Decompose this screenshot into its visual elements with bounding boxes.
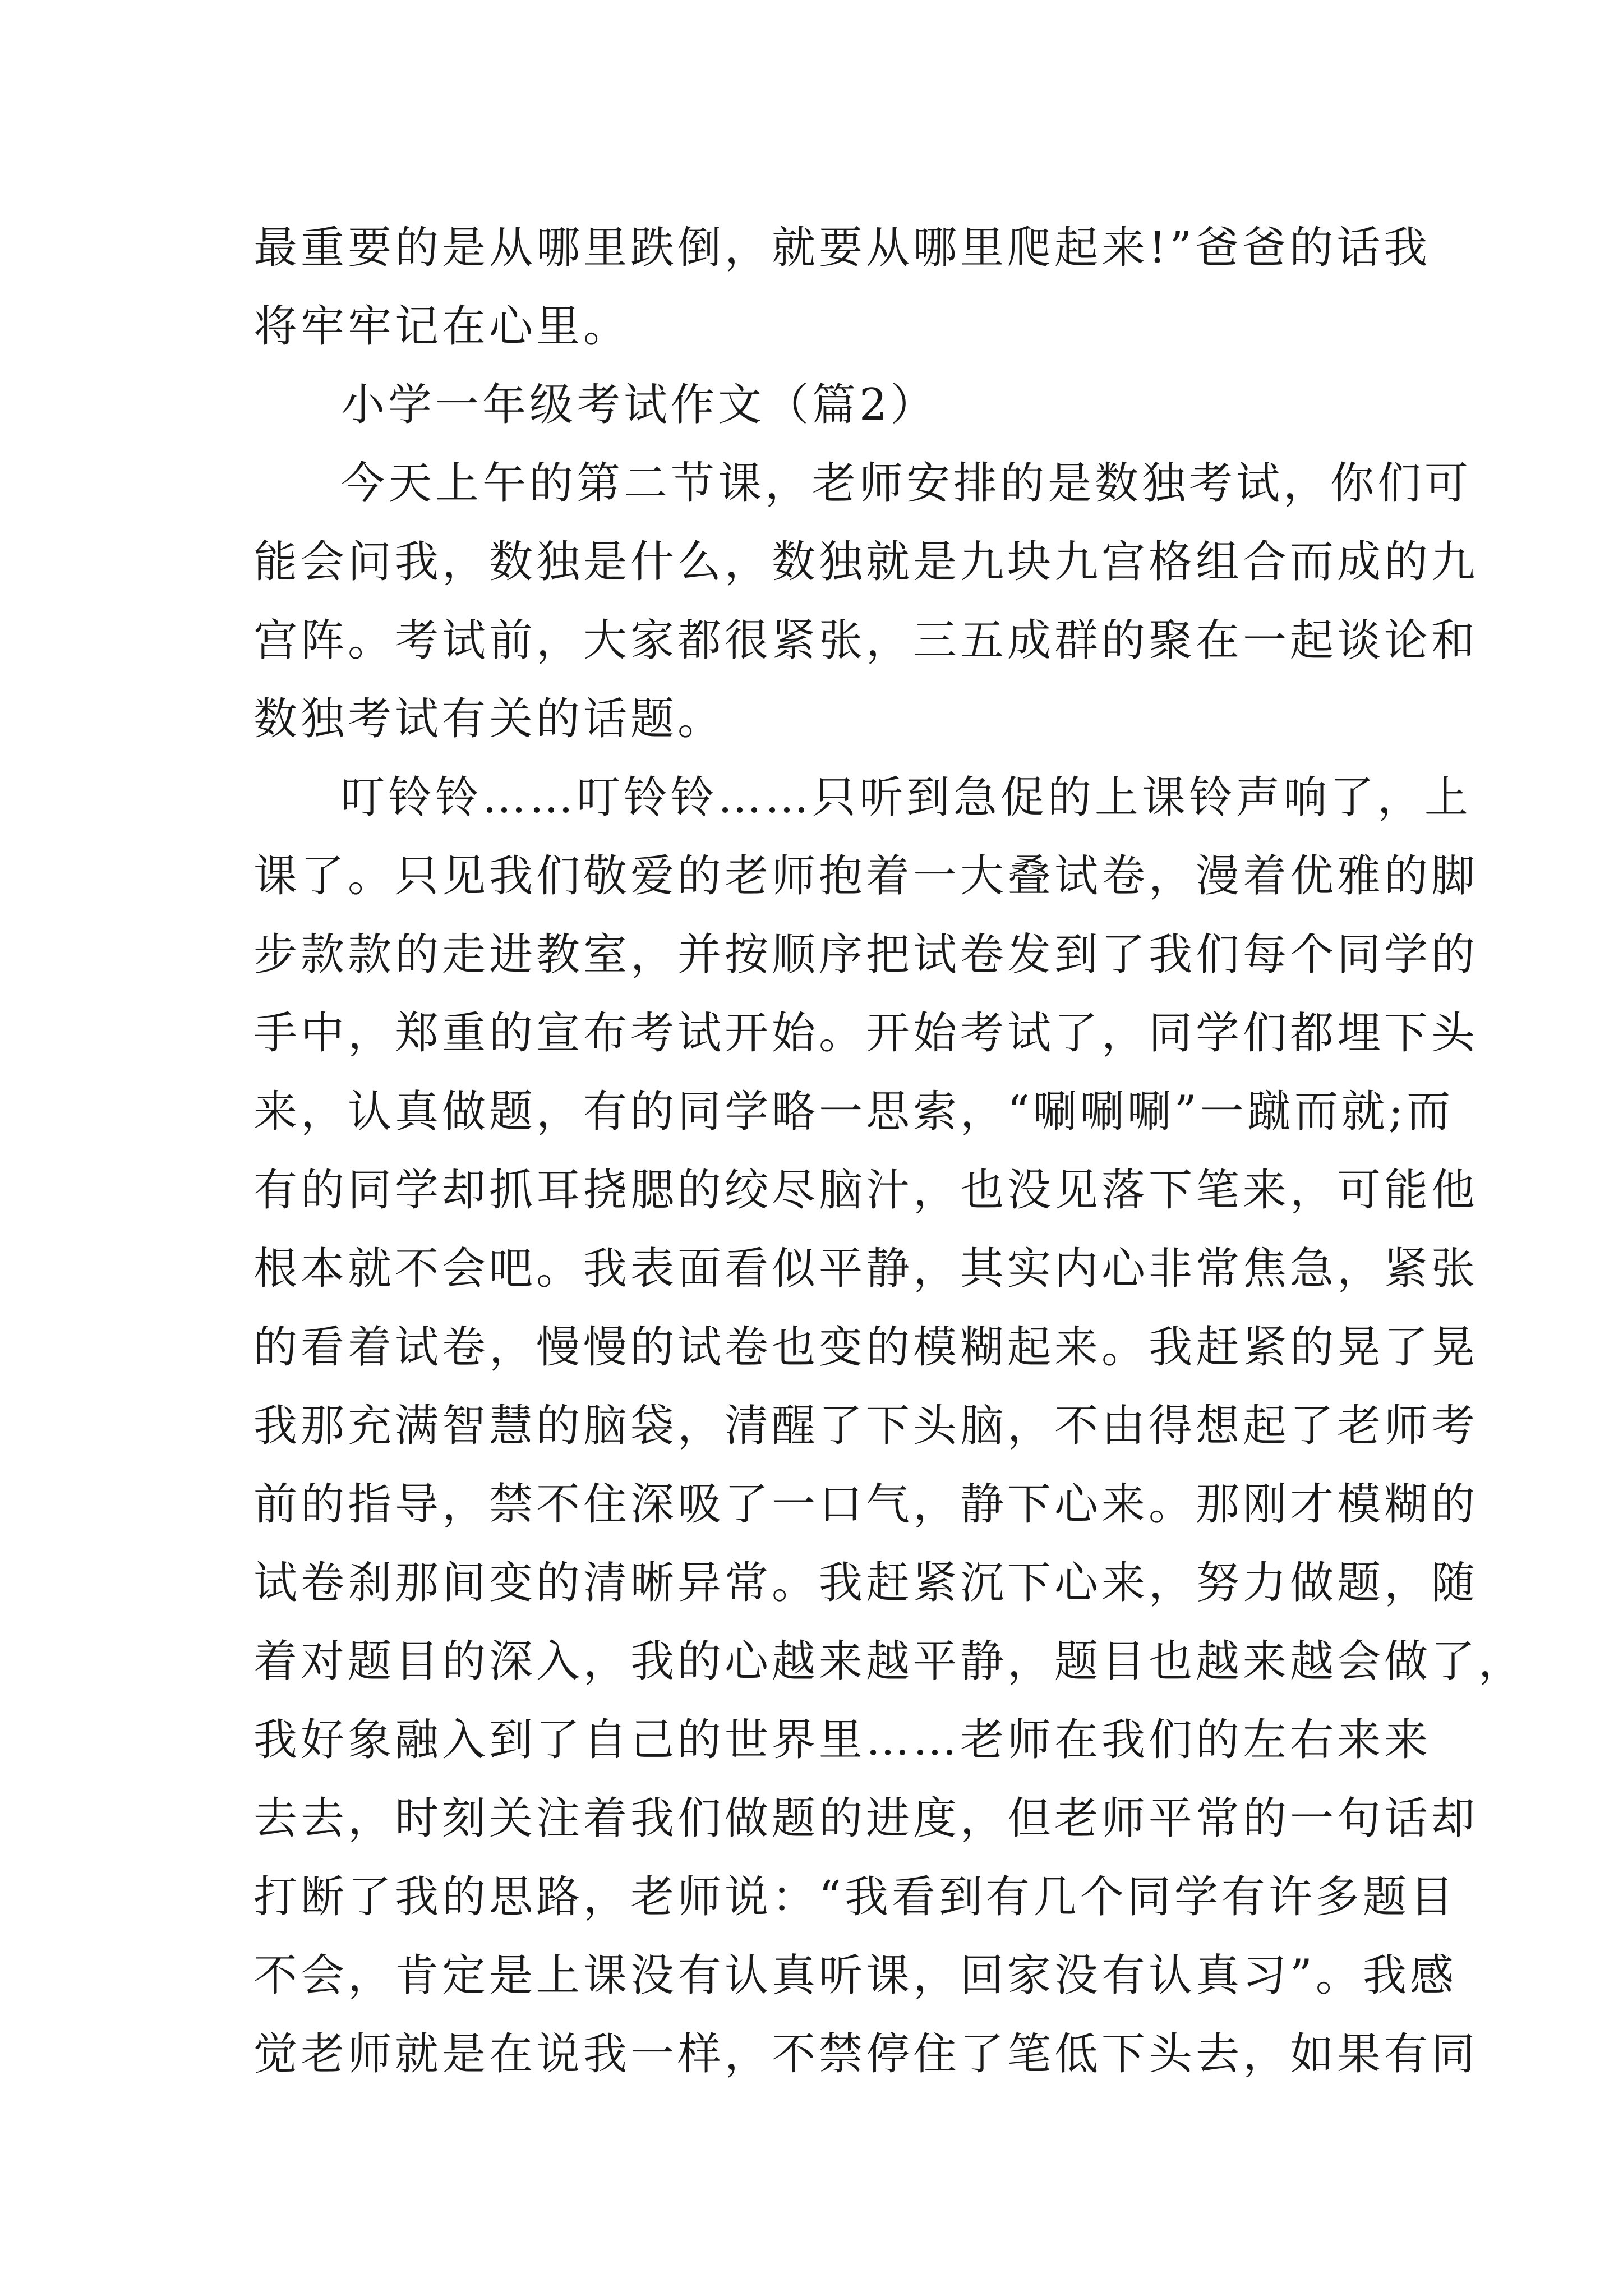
text-line: 今天上午的第二节课，老师安排的是数独考试，你们可	[341, 458, 1472, 509]
text-line: 的看着试卷，慢慢的试卷也变的模糊起来。我赶紧的晃了晃	[253, 1322, 1479, 1373]
text-line: 最重要的是从哪里跌倒，就要从哪里爬起来!”爸爸的话我	[253, 223, 1431, 273]
text-line: 我那充满智慧的脑袋，清醒了下头脑，不由得想起了老师考	[253, 1401, 1479, 1451]
text-line: 将牢牢记在心里。	[253, 301, 631, 352]
text-line: 去去，时刻关注着我们做题的进度，但老师平常的一句话却	[253, 1793, 1479, 1844]
text-line: 试卷刹那间变的清晰异常。我赶紧沉下心来，努力做题，随	[253, 1558, 1479, 1608]
text-line: 手中，郑重的宣布考试开始。开始考试了，同学们都埋下头	[253, 1008, 1479, 1059]
text-line: 步款款的走进教室，并按顺序把试卷发到了我们每个同学的	[253, 930, 1479, 980]
text-line: 有的同学却抓耳挠腮的绞尽脑汁，也没见落下笔来，可能他	[253, 1165, 1479, 1216]
text-line: 觉老师就是在说我一样，不禁停住了笔低下头去，如果有同	[253, 2029, 1479, 2079]
text-line: 我好象融入到了自己的世界里……老师在我们的左右来来	[253, 1715, 1432, 1765]
text-line: 课了。只见我们敬爱的老师抱着一大叠试卷，漫着优雅的脚	[253, 851, 1479, 901]
text-line: 着对题目的深入，我的心越来越平静，题目也越来越会做了，	[253, 1636, 1526, 1687]
text-line: 打断了我的思路，老师说：“我看到有几个同学有许多题目	[253, 1872, 1457, 1922]
text-line: 前的指导，禁不住深吸了一口气，静下心来。那刚才模糊的	[253, 1479, 1479, 1530]
body-text	[253, 209, 1526, 2093]
text-line: 来，认真做题，有的同学略一思索，“唰唰唰”一蹴而就;而	[253, 1087, 1454, 1137]
text-line: 宫阵。考试前，大家都很紧张，三五成群的聚在一起谈论和	[253, 615, 1479, 666]
text-line: 根本就不会吧。我表面看似平静，其实内心非常焦急，紧张	[253, 1244, 1479, 1294]
text-line: 能会问我，数独是什么，数独就是九块九宫格组合而成的九	[253, 537, 1479, 587]
text-line: 叮铃铃……叮铃铃……只听到急促的上课铃声响了，上	[341, 772, 1472, 823]
section-heading: 小学一年级考试作文（篇2）	[341, 380, 938, 430]
text-line: 数独考试有关的话题。	[253, 694, 725, 744]
text-line: 不会，肯定是上课没有认真听课，回家没有认真习”。我感	[253, 1950, 1457, 2001]
